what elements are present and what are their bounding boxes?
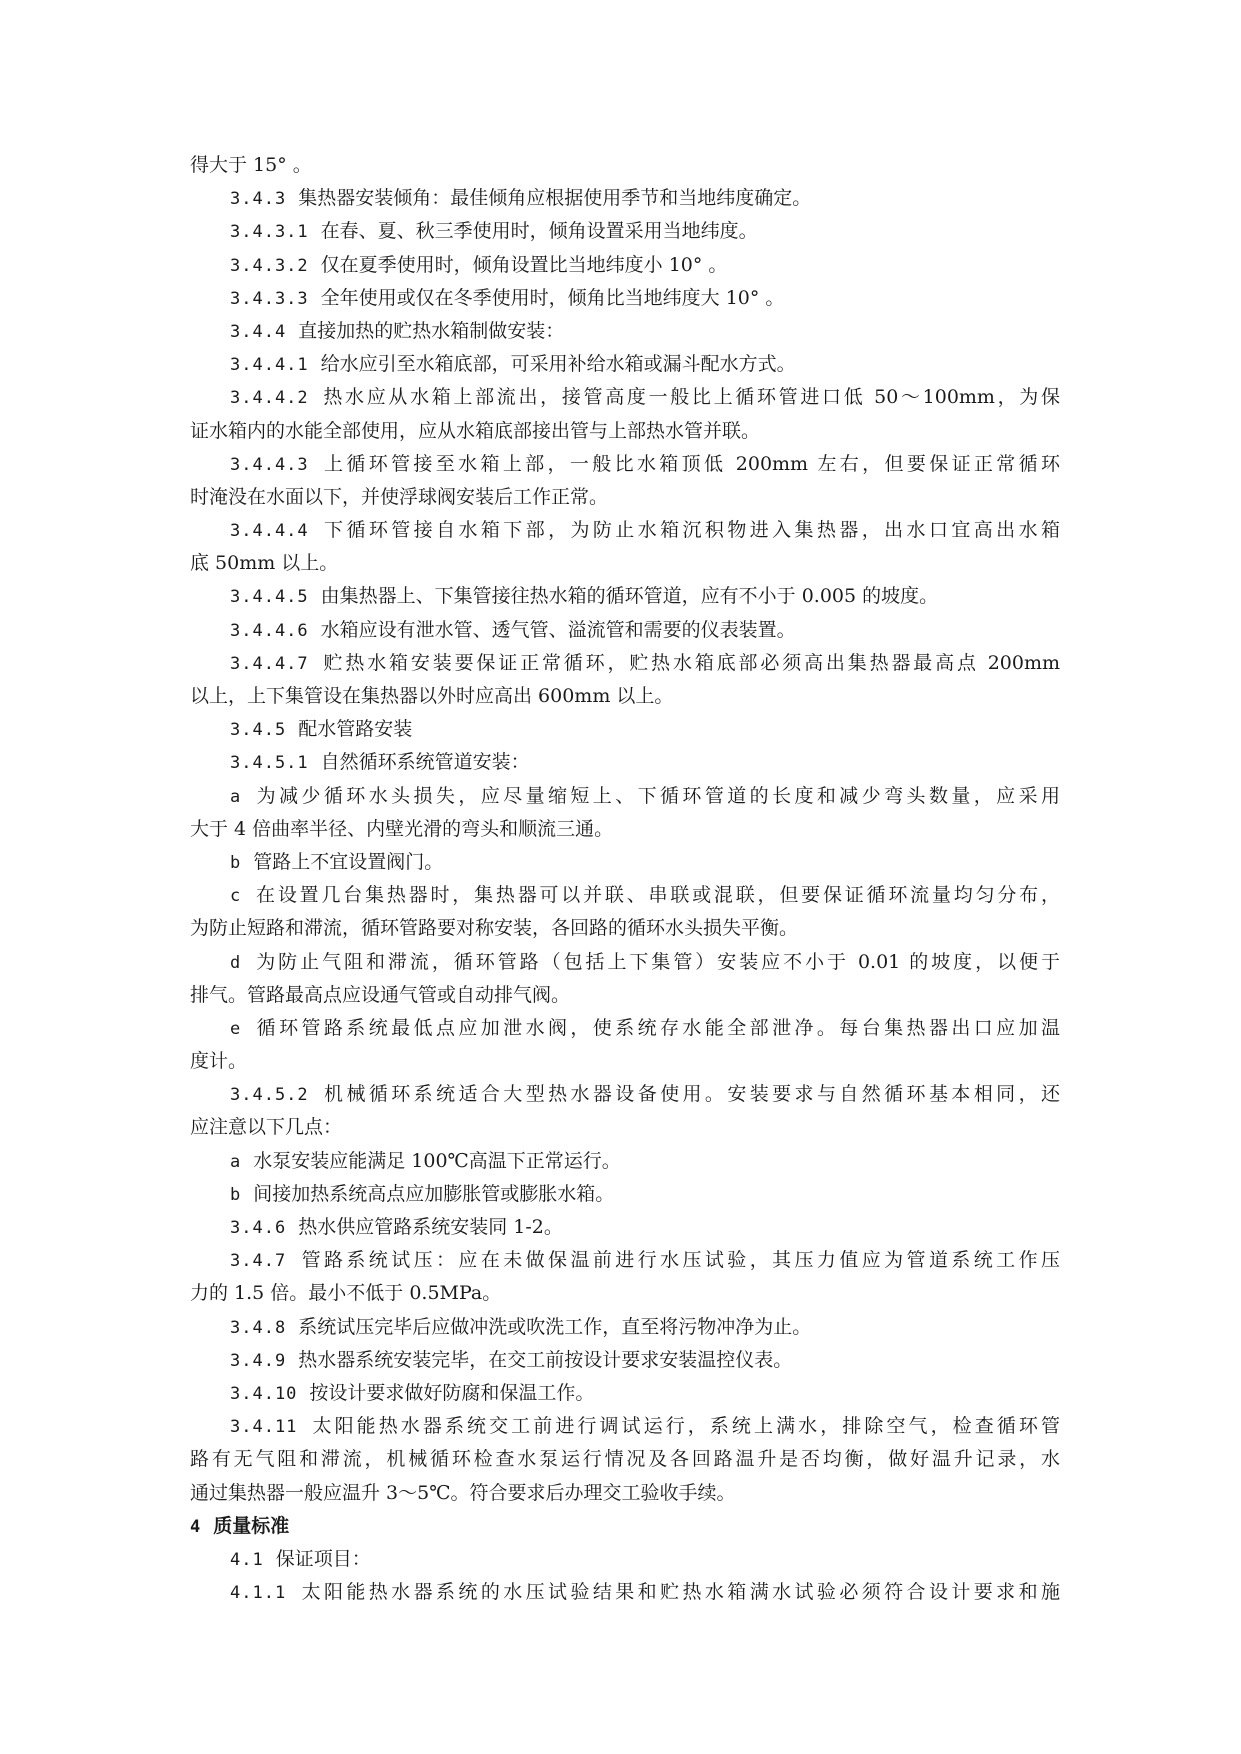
clause-number: 3.4.8 bbox=[230, 1317, 287, 1338]
text-line bbox=[190, 348, 1060, 381]
text-line bbox=[190, 547, 1060, 580]
text-line bbox=[190, 746, 1060, 779]
text-line bbox=[190, 1410, 1060, 1443]
clause-number: 3.4.11 bbox=[230, 1417, 298, 1438]
clause-number: 3.4.3 bbox=[230, 189, 287, 210]
clause-number: 3.4.4.7 bbox=[230, 653, 309, 674]
clause-text: 路有无气阻和滞流，机械循环检查水泵运行情况及各回路温升是否均衡，做好温升记录，水 bbox=[190, 1448, 1060, 1471]
clause-text: 水箱应设有泄水管、透气管、溢流管和需要的仪表装置。 bbox=[320, 618, 796, 641]
clause-text: 直接加热的贮热水箱制做安装： bbox=[298, 319, 565, 342]
text-line bbox=[190, 282, 1060, 315]
text-line bbox=[190, 1078, 1060, 1111]
clause-number: 3.4.4.5 bbox=[230, 587, 309, 608]
clause-number: e bbox=[230, 1018, 242, 1039]
clause-number: 3.4.4.1 bbox=[230, 355, 309, 376]
clause-number: 4.1.1 bbox=[230, 1583, 287, 1604]
text-line bbox=[190, 1277, 1060, 1310]
clause-number: 3.4.5.2 bbox=[230, 1085, 309, 1106]
clause-text: 力的 1.5 倍。最小不低于 0.5MPa。 bbox=[190, 1282, 502, 1305]
clause-text: 上循环管接至水箱上部，一般比水箱顶低 200mm 左右，但要保证正常循环 bbox=[320, 452, 1060, 475]
text-line bbox=[190, 979, 1060, 1012]
clause-text: 太阳能热水器系统的水压试验结果和贮热水箱满水试验必须符合设计要求和施 bbox=[298, 1581, 1060, 1604]
clause-number: b bbox=[230, 1184, 242, 1205]
clause-number: 3.4.7 bbox=[230, 1251, 287, 1272]
clause-text: 度计。 bbox=[190, 1050, 248, 1073]
clause-text: 在设置几台集热器时，集热器可以并联、串联或混联，但要保证循环流量均匀分布， bbox=[253, 884, 1060, 907]
text-line bbox=[190, 481, 1060, 514]
text-line bbox=[190, 448, 1060, 481]
text-line bbox=[190, 912, 1060, 945]
text-line bbox=[190, 215, 1060, 248]
text-line bbox=[190, 1443, 1060, 1476]
text-line bbox=[190, 580, 1060, 613]
document-body bbox=[190, 149, 1060, 1609]
clause-text: 贮热水箱安装要保证正常循环，贮热水箱底部必须高出集热器最高点 200mm bbox=[320, 651, 1060, 674]
clause-number: 3.4.5 bbox=[230, 720, 287, 741]
clause-number: 3.4.4.6 bbox=[230, 620, 309, 641]
clause-number: 3.4.4.3 bbox=[230, 454, 309, 475]
text-line bbox=[190, 1012, 1060, 1045]
text-line bbox=[190, 1311, 1060, 1344]
text-line bbox=[190, 315, 1060, 348]
clause-number: 3.4.5.1 bbox=[230, 753, 309, 774]
clause-text: 集热器安装倾角：最佳倾角应根据使用季节和当地纬度确定。 bbox=[298, 187, 812, 210]
text-line bbox=[190, 514, 1060, 547]
clause-text: 热水器系统安装完毕，在交工前按设计要求安装温控仪表。 bbox=[298, 1348, 793, 1371]
clause-number: 4 bbox=[190, 1516, 202, 1537]
clause-text: 底 50mm 以上。 bbox=[190, 552, 339, 575]
clause-number: 4.1 bbox=[230, 1549, 264, 1570]
clause-text: 机械循环系统适合大型热水器设备使用。安装要求与自然循环基本相同，还 bbox=[320, 1083, 1060, 1106]
clause-text: 全年使用或仅在冬季使用时，倾角比当地纬度大 10° 。 bbox=[320, 286, 785, 309]
text-line bbox=[190, 713, 1060, 746]
clause-number: 3.4.4 bbox=[230, 321, 287, 342]
clause-number: 3.4.4.4 bbox=[230, 521, 309, 542]
clause-number: b bbox=[230, 852, 242, 873]
clause-text: 仅在夏季使用时，倾角设置比当地纬度小 10° 。 bbox=[320, 253, 728, 276]
text-line bbox=[190, 1244, 1060, 1277]
clause-number: 3.4.3.1 bbox=[230, 222, 309, 243]
clause-number: c bbox=[230, 886, 242, 907]
text-line bbox=[190, 249, 1060, 282]
clause-text: 间接加热系统高点应加膨胀管或膨胀水箱。 bbox=[253, 1182, 615, 1205]
clause-text: 大于 4 倍曲率半径、内壁光滑的弯头和顺流三通。 bbox=[190, 817, 614, 840]
clause-number: d bbox=[230, 952, 242, 973]
clause-text: 按设计要求做好防腐和保温工作。 bbox=[309, 1381, 595, 1404]
text-line bbox=[190, 1477, 1060, 1510]
text-line bbox=[190, 813, 1060, 846]
text-line bbox=[190, 1543, 1060, 1576]
clause-text: 太阳能热水器系统交工前进行调试运行，系统上满水，排除空气，检查循环管 bbox=[309, 1415, 1060, 1438]
clause-number: 3.4.6 bbox=[230, 1218, 287, 1238]
clause-text: 循环管路系统最低点应加泄水阀，使系统存水能全部泄净。每台集热器出口应加温 bbox=[253, 1016, 1060, 1039]
text-line bbox=[190, 1377, 1060, 1410]
clause-text: 排气。管路最高点应设通气管或自动排气阀。 bbox=[190, 983, 571, 1006]
clause-text: 质量标准 bbox=[213, 1514, 290, 1537]
clause-text: 由集热器上、下集管接往热水箱的循环管道，应有不小于 0.005 的坡度。 bbox=[320, 585, 939, 608]
text-line bbox=[190, 846, 1060, 879]
clause-number: 3.4.9 bbox=[230, 1350, 287, 1371]
clause-number: 3.4.3.3 bbox=[230, 288, 309, 309]
clause-text: 系统试压完毕后应做冲洗或吹洗工作，直至将污物冲净为止。 bbox=[298, 1315, 812, 1338]
text-line bbox=[190, 1211, 1060, 1244]
clause-text: 时淹没在水面以下，并使浮球阀安装后工作正常。 bbox=[190, 485, 609, 508]
clause-number: a bbox=[230, 1151, 242, 1172]
clause-number: 3.4.3.2 bbox=[230, 255, 309, 276]
clause-text: 证水箱内的水能全部使用，应从水箱底部接出管与上部热水管并联。 bbox=[190, 419, 761, 442]
clause-text: 为减少循环水头损失，应尽量缩短上、下循环管道的长度和减少弯头数量，应采用 bbox=[253, 784, 1060, 807]
clause-number: 3.4.4.2 bbox=[230, 388, 309, 409]
clause-text: 得大于 15° 。 bbox=[190, 154, 312, 176]
text-line bbox=[190, 1145, 1060, 1178]
clause-text: 配水管路安装 bbox=[298, 718, 413, 741]
text-line bbox=[190, 680, 1060, 713]
text-line bbox=[190, 946, 1060, 979]
text-line bbox=[190, 1178, 1060, 1211]
clause-text: 为防止气阻和滞流，循环管路（包括上下集管）安装应不小于 0.01 的坡度，以便于 bbox=[253, 950, 1060, 973]
text-line bbox=[190, 415, 1060, 448]
clause-text: 热水供应管路系统安装同 1-2。 bbox=[298, 1216, 563, 1238]
clause-text: 自然循环系统管道安装： bbox=[320, 751, 530, 774]
text-line bbox=[190, 1344, 1060, 1377]
clause-number: 3.4.10 bbox=[230, 1383, 298, 1404]
clause-number: a bbox=[230, 786, 242, 807]
text-line bbox=[190, 879, 1060, 912]
clause-text: 管路系统试压：应在未做保温前进行水压试验，其压力值应为管道系统工作压 bbox=[298, 1249, 1060, 1272]
clause-text: 应注意以下几点： bbox=[190, 1116, 343, 1139]
clause-text: 给水应引至水箱底部，可采用补给水箱或漏斗配水方式。 bbox=[320, 353, 796, 376]
clause-text: 下循环管接自水箱下部，为防止水箱沉积物进入集热器，出水口宜高出水箱 bbox=[320, 519, 1060, 542]
clause-text: 以上，上下集管设在集热器以外时应高出 600mm 以上。 bbox=[190, 685, 674, 707]
clause-text: 热水应从水箱上部流出，接管高度一般比上循环管进口低 50～100mm，为保 bbox=[320, 386, 1060, 409]
clause-text: 管路上不宜设置阀门。 bbox=[253, 850, 444, 873]
text-line bbox=[190, 149, 1060, 182]
clause-text: 在春、夏、秋三季使用时，倾角设置采用当地纬度。 bbox=[320, 220, 758, 243]
clause-text: 通过集热器一般应温升 3～5℃。符合要求后办理交工验收手续。 bbox=[190, 1481, 736, 1504]
clause-text: 保证项目： bbox=[275, 1547, 371, 1570]
text-line bbox=[190, 647, 1060, 680]
section-heading bbox=[190, 1510, 1060, 1543]
text-line bbox=[190, 182, 1060, 215]
text-line bbox=[190, 614, 1060, 647]
text-line bbox=[190, 1576, 1060, 1609]
clause-text: 水泵安装应能满足 100℃高温下正常运行。 bbox=[253, 1149, 621, 1172]
text-line bbox=[190, 1045, 1060, 1078]
text-line bbox=[190, 381, 1060, 414]
text-line bbox=[190, 780, 1060, 813]
text-line bbox=[190, 1111, 1060, 1144]
clause-text: 为防止短路和滞流，循环管路要对称安装，各回路的循环水头损失平衡。 bbox=[190, 917, 799, 940]
